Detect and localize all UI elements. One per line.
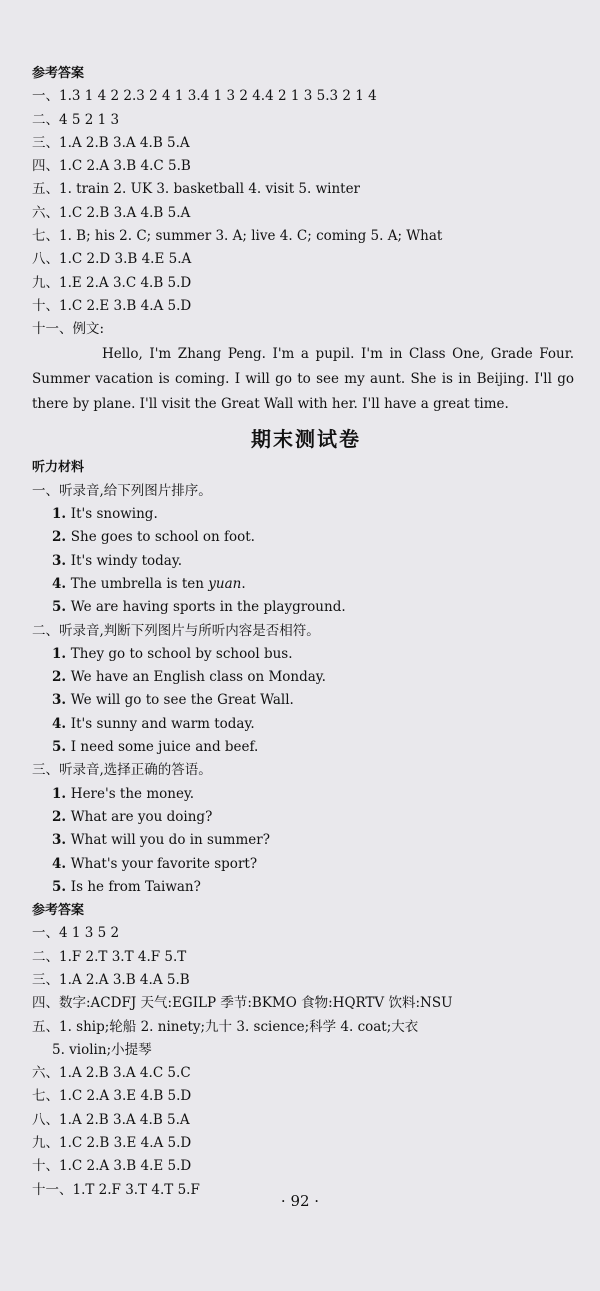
- part-label: 三、听录音,选择正确的答语。: [32, 762, 212, 779]
- list-item: 2. What are you doing?: [52, 808, 213, 825]
- list-item: 1. They go to school by school bus.: [52, 645, 293, 662]
- answer-line: 十、1.C 2.E 3.B 4.A 5.D: [32, 297, 192, 314]
- list-item: 4. What's your favorite sport?: [52, 855, 258, 872]
- answer-line: 四、1.C 2.A 3.B 4.C 5.B: [32, 158, 191, 175]
- answer-line: 九、1.C 2.B 3.E 4.A 5.D: [32, 1135, 192, 1152]
- list-item: 3. What will you do in summer?: [52, 832, 270, 849]
- answer-line: 五、1. train 2. UK 3. basketball 4. visit 5. winter: [32, 181, 361, 198]
- list-item: 2. She goes to school on foot.: [52, 529, 255, 546]
- answer-line: 七、1.C 2.A 3.E 4.B 5.D: [32, 1088, 192, 1105]
- answer-line: 六、1.A 2.B 3.A 4.C 5.C: [32, 1065, 191, 1082]
- section-heading: 参考答案: [32, 66, 85, 81]
- answer-line: 八、1.C 2.D 3.B 4.E 5.A: [32, 251, 192, 268]
- answer-line: 五、1. ship;轮船 2. ninety;九十 3. science;科学 4. coat;大衣: [32, 1018, 419, 1035]
- list-item: 4. It's sunny and warm today.: [52, 715, 255, 732]
- answer-line: 三、1.A 2.B 3.A 4.B 5.A: [32, 134, 190, 151]
- answer-list: [32, 922, 580, 1202]
- list-item: 5. Is he from Taiwan?: [52, 878, 201, 895]
- list-item: 4. The umbrella is ten yuan.: [52, 575, 246, 592]
- list-item: 1. Here's the money.: [52, 785, 195, 802]
- answer-line: 二、1.F 2.T 3.T 4.F 5.T: [32, 948, 187, 965]
- part-label: 二、听录音,判断下列图片与所听内容是否相符。: [32, 622, 320, 639]
- answer-line: 十、1.C 2.A 3.B 4.E 5.D: [32, 1158, 192, 1175]
- answer-line: 一、1.3 1 4 2 2.3 2 4 1 3.4 1 3 2 4.4 2 1 3 5.3 2 1 4: [32, 88, 377, 105]
- answer-line: 七、1. B; his 2. C; summer 3. A; live 4. C; coming 5. A; What: [32, 228, 443, 245]
- answer-line: 四、数字:ACDFJ 天气:EGILP 季节:BKMO 食物:HQRTV 饮料:NSU: [32, 995, 453, 1012]
- answer-line: 九、1.E 2.A 3.C 4.B 5.D: [32, 274, 192, 291]
- list-item: 3. It's windy today.: [52, 552, 182, 569]
- page-number: · 92 ·: [280, 1192, 320, 1210]
- list-item: 5. We are having sports in the playground.: [52, 599, 346, 616]
- list-item: 2. We have an English class on Monday.: [52, 669, 326, 686]
- answer-line: 六、1.C 2.B 3.A 4.B 5.A: [32, 204, 191, 221]
- answer-line: 十一、例文:: [32, 321, 105, 338]
- section-heading: 参考答案: [32, 903, 85, 919]
- sample-essay: Hello, I'm Zhang Peng. I'm a pupil. I'm in Class One, Grade Four. Summer vacation is coming. I will go to see my aunt. She is in Beijing. I'll go there by plane. I'll visit the Great Wall with her. I'll have a great time.: [32, 345, 574, 413]
- answer-list: [32, 85, 580, 341]
- answer-line: 一、4 1 3 5 2: [32, 925, 120, 942]
- answer-line: 八、1.A 2.B 3.A 4.B 5.A: [32, 1111, 190, 1128]
- answer-line: 5. violin;小提琴: [52, 1041, 152, 1058]
- answer-line: 十一、1.T 2.F 3.T 4.T 5.F: [32, 1181, 200, 1198]
- page-title: 期末测试卷: [251, 427, 361, 452]
- listening-heading: 听力材料: [32, 460, 85, 476]
- answer-line: 三、1.A 2.A 3.B 4.A 5.B: [32, 971, 190, 988]
- list-item: 3. We will go to see the Great Wall.: [52, 692, 294, 709]
- list-item: 5. I need some juice and beef.: [52, 739, 259, 756]
- part-label: 一、听录音,给下列图片排序。: [32, 482, 212, 499]
- list-item: 1. It's snowing.: [52, 506, 158, 523]
- answer-line: 二、4 5 2 1 3: [32, 111, 120, 128]
